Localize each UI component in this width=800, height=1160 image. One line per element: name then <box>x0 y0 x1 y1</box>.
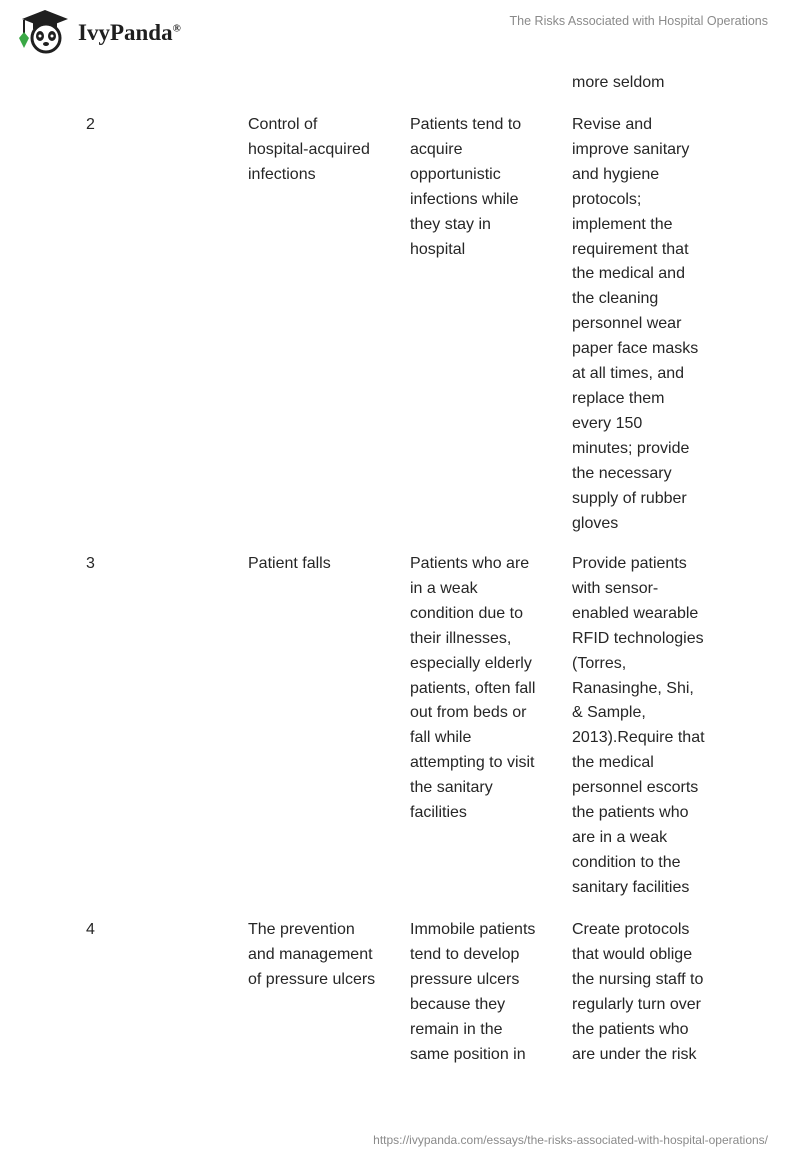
row-number: 2 <box>86 116 95 133</box>
risk-mitigation: Create protocols that would oblige the nursing staff to regularly turn over the patients who are under the risk <box>572 921 704 1063</box>
source-url-link[interactable]: https://ivypanda.com/essays/the-risks-associated-with-hospital-operations/ <box>373 1133 768 1147</box>
brand-name: IvyPanda® <box>78 20 181 45</box>
risk-mitigation: Revise and improve sanitary and hygiene protocols; implement the requirement that the medical and the cleaning personnel wear paper face masks at all times, and replace them every 150 minutes; provide the necessary supply of rubber gloves <box>572 116 699 532</box>
table-cell-continuation: more seldom <box>572 74 665 91</box>
row-number: 4 <box>86 921 95 938</box>
risk-description: Patients who are in a weak condition due to their illnesses, especially elderly patients, often fall out from beds or fall while attempting to visit the sanitary facilities <box>410 555 536 822</box>
risk-name: Control of hospital-acquired infections <box>248 116 370 183</box>
risk-description: Immobile patients tend to develop pressure ulcers because they remain in the same position in <box>410 921 536 1063</box>
risk-name: Patient falls <box>248 555 331 572</box>
brand-logo[interactable] <box>16 8 181 56</box>
panda-graduate-icon <box>16 8 74 56</box>
row-number: 3 <box>86 555 95 572</box>
risk-name: The prevention and management of pressure ulcers <box>248 921 376 988</box>
document-title: The Risks Associated with Hospital Operations <box>509 14 768 28</box>
risk-mitigation: Provide patients with sensor- enabled wearable RFID technologies (Torres, Ranasinghe, Shi, & Sample, 2013).Require that the medical personnel escorts the patients who are in a weak condition to the sanitary facilities <box>572 555 705 896</box>
risk-description: Patients tend to acquire opportunistic infections while they stay in hospital <box>410 116 522 258</box>
